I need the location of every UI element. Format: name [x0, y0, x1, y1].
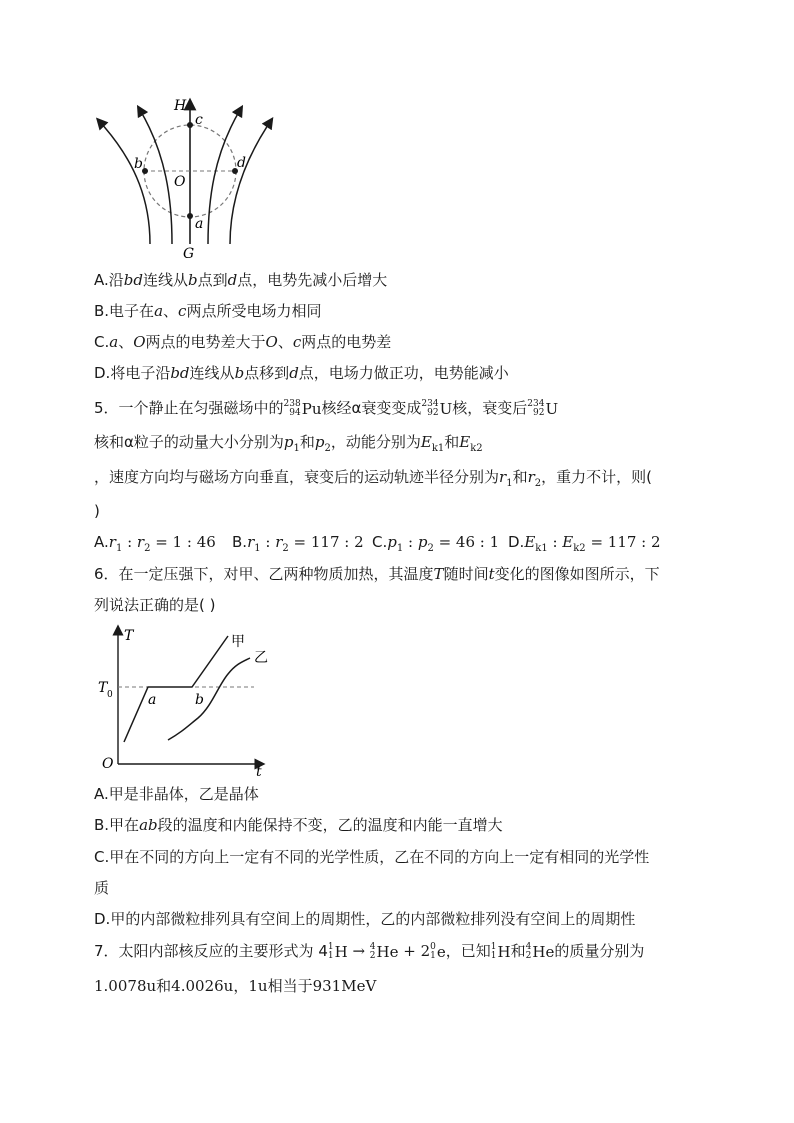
- q4-option-d: D.将电子沿bd连线从b点移到d点，电场力做正功，电势能减小: [94, 364, 509, 382]
- label-h: H: [174, 98, 187, 114]
- q5-option-d: $D.E_{k1}$ : $E_{k2} = 117$ : 2: [508, 533, 661, 554]
- q5-line-2: 核和α粒子的动量大小分别为$p_1$和$p_2$，动能分别为$E_{k1}$和$E_{k2}$: [94, 433, 483, 454]
- label-jia: 甲: [231, 634, 245, 650]
- q6-line-1: 6．在一定压强下，对甲、乙两种物质加热，其温度T随时间t变化的图像如图所示，下: [94, 565, 660, 583]
- curve-jia: [124, 636, 228, 742]
- label-yi: 乙: [254, 650, 268, 666]
- q4-option-a: A.沿bd连线从b点到d点，电势先减小后增大: [94, 271, 388, 289]
- nuclide-pu: 238 94 Pu: [283, 398, 322, 418]
- q5-option-c: $C.p_1$ : $p_2 = 46$ : 1: [372, 533, 500, 554]
- field-line-3: [208, 110, 240, 244]
- label-t0-sub: 0: [107, 690, 113, 700]
- nuclide-e: 0 1 e: [430, 941, 446, 961]
- label-a-point: a: [148, 692, 157, 708]
- label-g: G: [183, 246, 195, 262]
- label-t0: T: [98, 680, 108, 696]
- field-line-1: [100, 122, 150, 244]
- field-line-2: [140, 110, 172, 244]
- point-a: [187, 213, 193, 219]
- nuclide-h-2: 1 1 H: [490, 941, 511, 961]
- q6-line-2: 列说法正确的是( ): [94, 596, 216, 614]
- point-c: [187, 122, 193, 128]
- q4-option-c: C.a、O两点的电势差大于O、c两点的电势差: [94, 333, 392, 351]
- label-a: a: [195, 216, 204, 232]
- q6-option-b: B.甲在ab段的温度和内能保持不变，乙的温度和内能一直增大: [94, 816, 503, 834]
- label-t-axis: T: [124, 628, 134, 644]
- nuclide-he: 4 2 He: [369, 941, 399, 961]
- label-b-point: b: [195, 692, 204, 708]
- q4-option-b: B.电子在a、c两点所受电场力相同: [94, 302, 322, 320]
- label-c: c: [195, 112, 203, 128]
- q5-line-4: ): [94, 502, 100, 520]
- nuclide-u-2: 234 92 U: [527, 398, 559, 418]
- curve-yi: [168, 658, 250, 740]
- label-d: d: [237, 155, 246, 171]
- q6-option-a: A.甲是非晶体，乙是晶体: [94, 785, 259, 803]
- label-t-time: t: [256, 764, 262, 778]
- q7-line-2: 1.0078u和4.0026u，1u相当于931MeV: [94, 977, 377, 995]
- field-line-4: [230, 122, 270, 244]
- q5-line-1: 5．一个静止在匀强磁场中的 238 94 Pu 核经α衰变变成 234 92 U 核，衰变后 234 92 U: [94, 398, 559, 418]
- q5-option-a: $A.r_1$ : $r_2 = 1$ : 46: [94, 533, 216, 554]
- q6-option-d: D.甲的内部微粒排列具有空间上的周期性，乙的内部微粒排列没有空间上的周期性: [94, 910, 636, 928]
- q6-option-c-cont: 质: [94, 879, 110, 897]
- nuclide-h: 1 1 H: [327, 941, 348, 961]
- q5-option-b: $B.r_1$ : $r_2 = 117$ : 2: [232, 533, 364, 554]
- nuclide-he-2: 4 2 He: [525, 941, 555, 961]
- field-lines-figure: [94, 94, 274, 262]
- q7-line-1: 7．太阳内部核反应的主要形式为 4 1 1 H → 4 2 He + 2 0 1 e ，已知 1 1 H 和 4 2 He 的质量分别为: [94, 941, 645, 961]
- q5-line-3: ，速度方向均与磁场方向垂直，衰变后的运动轨迹半径分别为$r_1$和$r_2$，重力不计，则(: [94, 468, 652, 489]
- nuclide-u: 234 92 U: [421, 398, 453, 418]
- label-o: O: [174, 174, 186, 190]
- q6-option-c: C.甲在不同的方向上一定有不同的光学性质，乙在不同的方向上一定有相同的光学性: [94, 848, 650, 866]
- label-b: b: [134, 156, 143, 172]
- label-origin: O: [102, 756, 114, 772]
- temperature-time-graph: [94, 622, 274, 778]
